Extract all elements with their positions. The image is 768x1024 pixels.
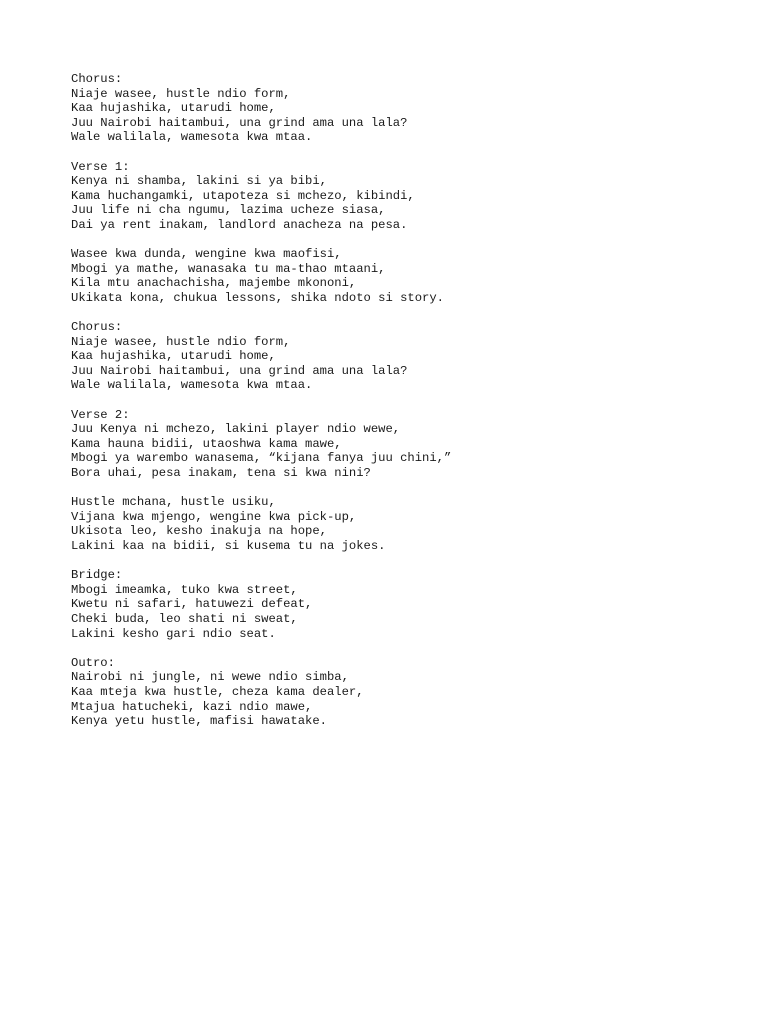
lyric-line: Lakini kesho gari ndio seat. <box>71 626 276 641</box>
stanza-verse-2 <box>71 408 731 481</box>
lyric-line: Kwetu ni safari, hatuwezi defeat, <box>71 597 313 612</box>
lyric-line: Ukisota leo, kesho inakuja na hope, <box>71 524 327 539</box>
lyric-line: Mbogi ya mathe, wanasaka tu ma-thao mtaani, <box>71 261 386 276</box>
lyric-line: Juu life ni cha ngumu, lazima ucheze siasa, <box>71 203 386 218</box>
lyric-line: Kenya yetu hustle, mafisi hawatake. <box>71 714 327 729</box>
stanza-bridge <box>71 568 731 641</box>
lyric-line: Vijana kwa mjengo, wengine kwa pick-up, <box>71 509 357 524</box>
lyric-line: Hustle mchana, hustle usiku, <box>71 495 276 510</box>
lyric-line: Kila mtu anachachisha, majembe mkononi, <box>71 276 357 291</box>
lyric-line: Kenya ni shamba, lakini si ya bibi, <box>71 174 327 189</box>
lyric-line: Mbogi ya warembo wanasema, “kijana fanya juu chini,” <box>71 451 452 466</box>
lyric-line: Cheki buda, leo shati ni sweat, <box>71 611 298 626</box>
lyric-line: Juu Nairobi haitambui, una grind ama una lala? <box>71 115 408 130</box>
lyric-line: Juu Nairobi haitambui, una grind ama una lala? <box>71 363 408 378</box>
stanza-heading: Chorus: <box>71 320 123 335</box>
lyric-line: Kama huchangamki, utapoteza si mchezo, kibindi, <box>71 188 415 203</box>
stanza-verse-1 <box>71 160 731 233</box>
stanza-heading: Verse 1: <box>71 159 130 174</box>
stanza-chorus-1 <box>71 72 731 145</box>
stanza-verse-1-part-2 <box>71 247 731 305</box>
stanza-outro <box>71 656 731 729</box>
lyric-line: Wale walilala, wamesota kwa mtaa. <box>71 130 313 145</box>
lyric-line: Juu Kenya ni mchezo, lakini player ndio wewe, <box>71 422 401 437</box>
stanza-chorus-2 <box>71 320 731 393</box>
lyric-line: Kama hauna bidii, utaoshwa kama mawe, <box>71 436 342 451</box>
lyric-line: Nairobi ni jungle, ni wewe ndio simba, <box>71 670 349 685</box>
stanza-heading: Bridge: <box>71 568 123 583</box>
lyric-line: Lakini kaa na bidii, si kusema tu na jokes. <box>71 539 386 553</box>
stanza-heading: Chorus: <box>71 72 123 86</box>
lyric-line: Mtajua hatucheki, kazi ndio mawe, <box>71 699 313 714</box>
stanza-heading: Verse 2: <box>71 407 130 422</box>
lyrics-text <box>71 72 731 743</box>
lyric-line: Kaa hujashika, utarudi home, <box>71 101 276 116</box>
stanza-verse-2-part-2 <box>71 495 731 553</box>
lyric-line: Mbogi imeamka, tuko kwa street, <box>71 582 298 597</box>
lyric-line: Niaje wasee, hustle ndio form, <box>71 334 291 349</box>
lyric-line: Niaje wasee, hustle ndio form, <box>71 86 291 101</box>
lyric-line: Dai ya rent inakam, landlord anacheza na pesa. <box>71 217 408 232</box>
lyric-line: Kaa hujashika, utarudi home, <box>71 349 276 364</box>
lyric-line: Kaa mteja kwa hustle, cheza kama dealer, <box>71 684 364 699</box>
lyric-line: Bora uhai, pesa inakam, tena si kwa nini? <box>71 466 371 481</box>
stanza-heading: Outro: <box>71 655 115 670</box>
lyric-line: Ukikata kona, chukua lessons, shika ndoto si story. <box>71 290 444 305</box>
lyric-line: Wale walilala, wamesota kwa mtaa. <box>71 378 313 393</box>
lyric-line: Wasee kwa dunda, wengine kwa maofisi, <box>71 247 342 262</box>
